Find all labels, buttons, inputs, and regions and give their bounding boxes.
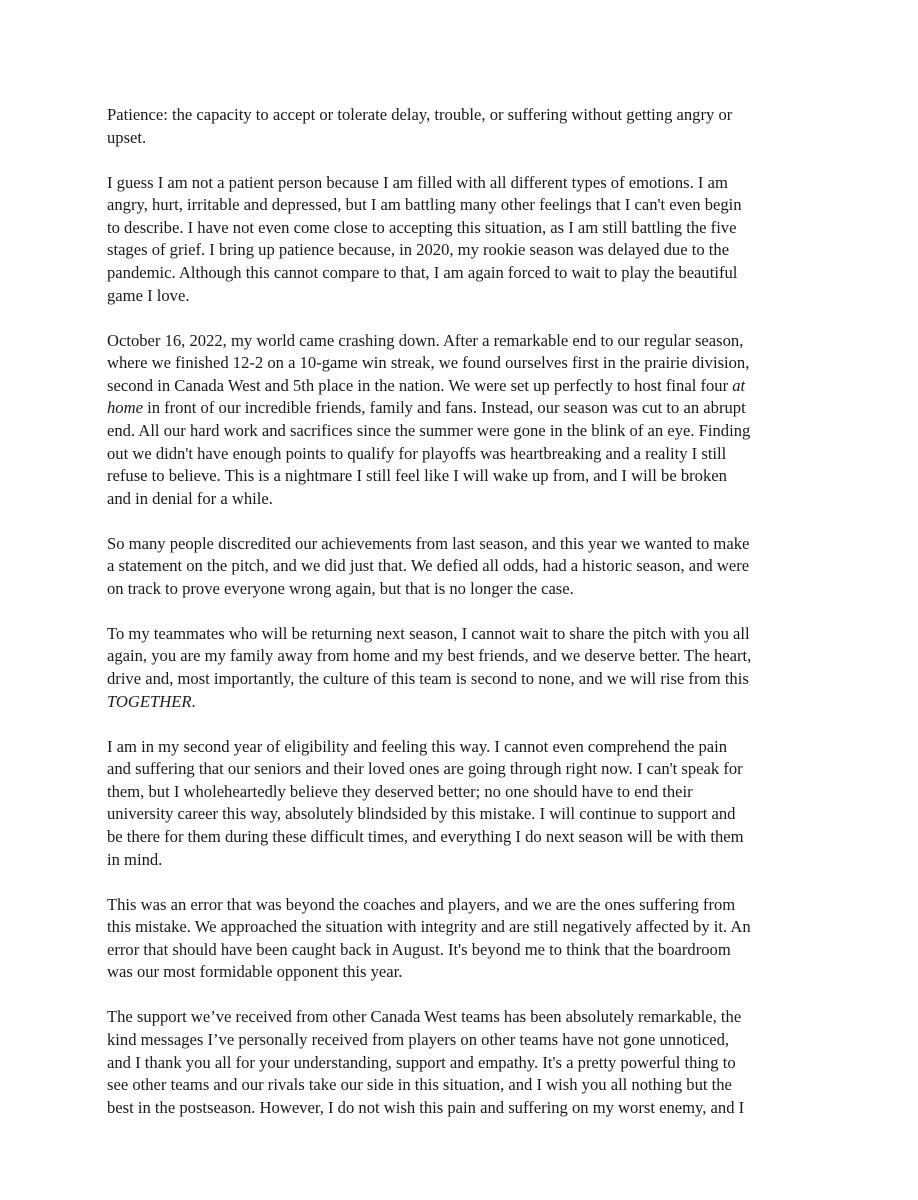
text-line: I guess I am not a patient person because I am filled with all different types of emotions. I am	[107, 172, 728, 192]
text-line: error that should have been caught back in August. It's beyond me to think that the boardroom	[107, 939, 731, 959]
text-line: was our most formidable opponent this year.	[107, 962, 403, 982]
text-line: second in Canada West and 5th place in the nation. We were set up perfectly to host final four at	[107, 375, 746, 395]
text-line: be there for them during these difficult times, and everything I do next season will be with them	[107, 826, 744, 846]
paragraph-achievements	[107, 533, 811, 601]
text-line: kind messages I’ve personally received from players on other teams have not gone unnoticed,	[107, 1029, 730, 1049]
paragraph-emotions	[107, 172, 811, 308]
paragraph-error	[107, 894, 811, 984]
text-line: out we didn't have enough points to qualify for playoffs was heartbreaking and a reality I still	[107, 443, 727, 463]
text-line: where we finished 12-2 on a 10-game win streak, we found ourselves first in the prairie division,	[107, 353, 750, 373]
text-line: The support we’ve received from other Canada West teams has been absolutely remarkable, the	[107, 1007, 742, 1027]
text-line: and suffering that our seniors and their loved ones are going through right now. I can't speak for	[107, 759, 743, 779]
statement-body	[107, 104, 811, 1142]
text-line: on track to prove everyone wrong again, but that is no longer the case.	[107, 578, 574, 598]
text-line: stages of grief. I bring up patience because, in 2020, my rookie season was delayed due to the	[107, 240, 730, 260]
text-line: angry, hurt, irritable and depressed, but I am battling many other feelings that I can't even begin	[107, 195, 742, 215]
emphasis-text: TOGETHER	[107, 691, 192, 711]
text-line: home in front of our incredible friends, family and fans. Instead, our season was cut to an abrupt	[107, 398, 746, 418]
text-line: university career this way, absolutely blindsided by this mistake. I will continue to support and	[107, 804, 736, 824]
text-line: drive and, most importantly, the culture of this team is second to none, and we will rise from this	[107, 669, 749, 689]
paragraph-season-ending	[107, 330, 811, 511]
text-line: and in denial for a while.	[107, 488, 273, 508]
text-line: refuse to believe. This is a nightmare I still feel like I will wake up from, and I will be broken	[107, 466, 727, 486]
text-line: So many people discredited our achievements from last season, and this year we wanted to make	[107, 533, 750, 553]
paragraph-seniors	[107, 736, 811, 872]
text-line: game I love.	[107, 285, 190, 305]
text-line: upset.	[107, 127, 147, 147]
text-line: I am in my second year of eligibility and feeling this way. I cannot even comprehend the pain	[107, 736, 728, 756]
text-line: to describe. I have not even come close to accepting this situation, as I am still battling the five	[107, 217, 737, 237]
text-line: and I thank you all for your understanding, support and empathy. It's a pretty powerful thing to	[107, 1052, 736, 1072]
text-line: To my teammates who will be returning next season, I cannot wait to share the pitch with you all	[107, 623, 750, 643]
text-line: pandemic. Although this cannot compare to that, I am again forced to wait to play the beautiful	[107, 262, 738, 282]
emphasis-text: at	[732, 375, 746, 395]
emphasis-text: home	[107, 398, 143, 418]
paragraph-patience-definition	[107, 104, 811, 149]
text-line: a statement on the pitch, and we did just that. We defied all odds, had a historic season, and were	[107, 556, 750, 576]
text-line: Patience: the capacity to accept or tolerate delay, trouble, or suffering without getting angry or	[107, 105, 733, 124]
text-line: TOGETHER.	[107, 691, 196, 711]
text-line: again, you are my family away from home and my best friends, and we deserve better. The heart,	[107, 646, 752, 666]
text-line: October 16, 2022, my world came crashing down. After a remarkable end to our regular season,	[107, 330, 744, 350]
text-line: This was an error that was beyond the coaches and players, and we are the ones suffering from	[107, 894, 736, 914]
paragraph-support	[107, 1006, 811, 1119]
text-line: in mind.	[107, 849, 163, 869]
text-line: best in the postseason. However, I do not wish this pain and suffering on my worst enemy, and I	[107, 1097, 745, 1117]
text-line: end. All our hard work and sacrifices since the summer were gone in the blink of an eye. Finding	[107, 420, 751, 440]
text-line: them, but I wholeheartedly believe they deserved better; no one should have to end their	[107, 781, 693, 801]
text-line: this mistake. We approached the situation with integrity and are still negatively affected by it. An	[107, 917, 751, 937]
text-line: see other teams and our rivals take our side in this situation, and I wish you all nothing but the	[107, 1075, 732, 1095]
paragraph-teammates	[107, 623, 811, 713]
